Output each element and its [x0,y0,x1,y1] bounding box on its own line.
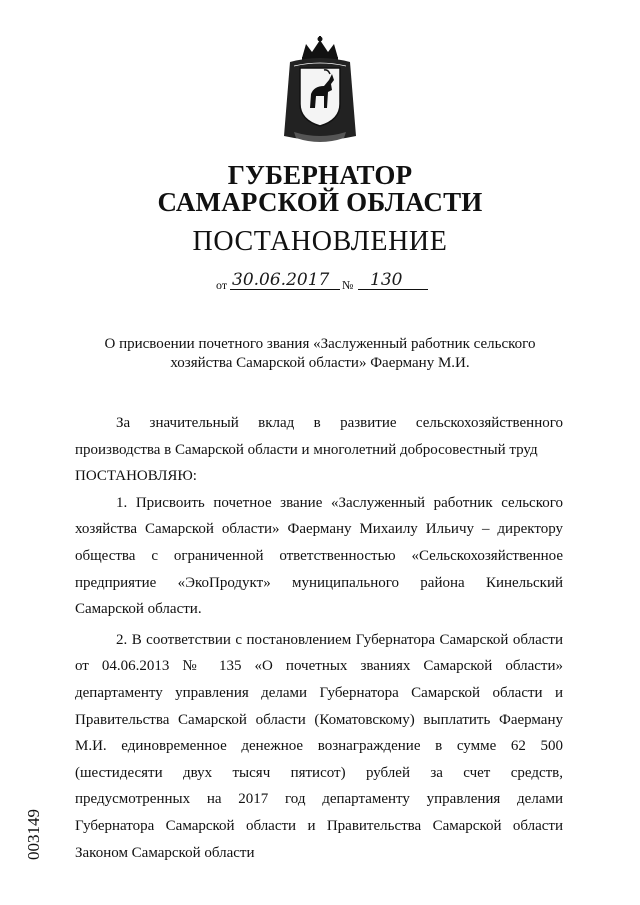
document-date: 30.06.2017 [232,270,330,290]
document-body [75,410,563,866]
number-sign-label: № [342,278,354,292]
document-number: 130 [370,270,403,290]
decree-word: ПОСТАНОВЛЯЮ: [75,468,197,485]
issuer-title-line-2: САМАРСКОЙ ОБЛАСТИ [157,187,483,217]
subject-line-1: О присвоении почетного звания «Заслуженный работник сельского [104,336,536,352]
issuer-title-line-1: ГУБЕРНАТОР [227,160,413,190]
registration-number: 003149 [24,809,43,861]
coat-of-arms-emblem [280,36,360,144]
subject-line-2: хозяйства Самарской области» Фаерману М.И. [170,355,470,371]
item-2-paragraph: 2. В соответствии с постановлением Губернатора Самарской области от 04.06.2013 № 135 «О почетных званиях Самарской области» департаменту управления делами Губернатора Самарской области и Правительства Самарской области (Коматовскому) выплатить Фаерману М.И. единовременное денежное вознаграждение в сумме 62 500 (шестидесяти двух тысяч пятисот) рублей за счет средств, предусмотренных на 2017 год департаменту управления делами Губернатора Самарской области и Правительства Самарской области Законом Самарской области [75,631,563,861]
date-from-label: от [216,278,228,292]
item-1-paragraph: 1. Присвоить почетное звание «Заслуженный работник сельского хозяйства Самарской области» Фаерману Михаилу Ильичу – директору общества с ограниченной ответственностью «Сельскохозяйственное предприятие «ЭкоПродукт» муниципального района Кинельский Самарской области. [75,494,563,618]
intro-paragraph: За значительный вклад в развитие сельскохозяйственного производства в Самарской области и многолетний добросовестный труд [75,415,563,458]
document-subject [60,335,580,373]
date-number-line [216,270,436,292]
document-type-title: ПОСТАНОВЛЕНИЕ [192,226,448,257]
